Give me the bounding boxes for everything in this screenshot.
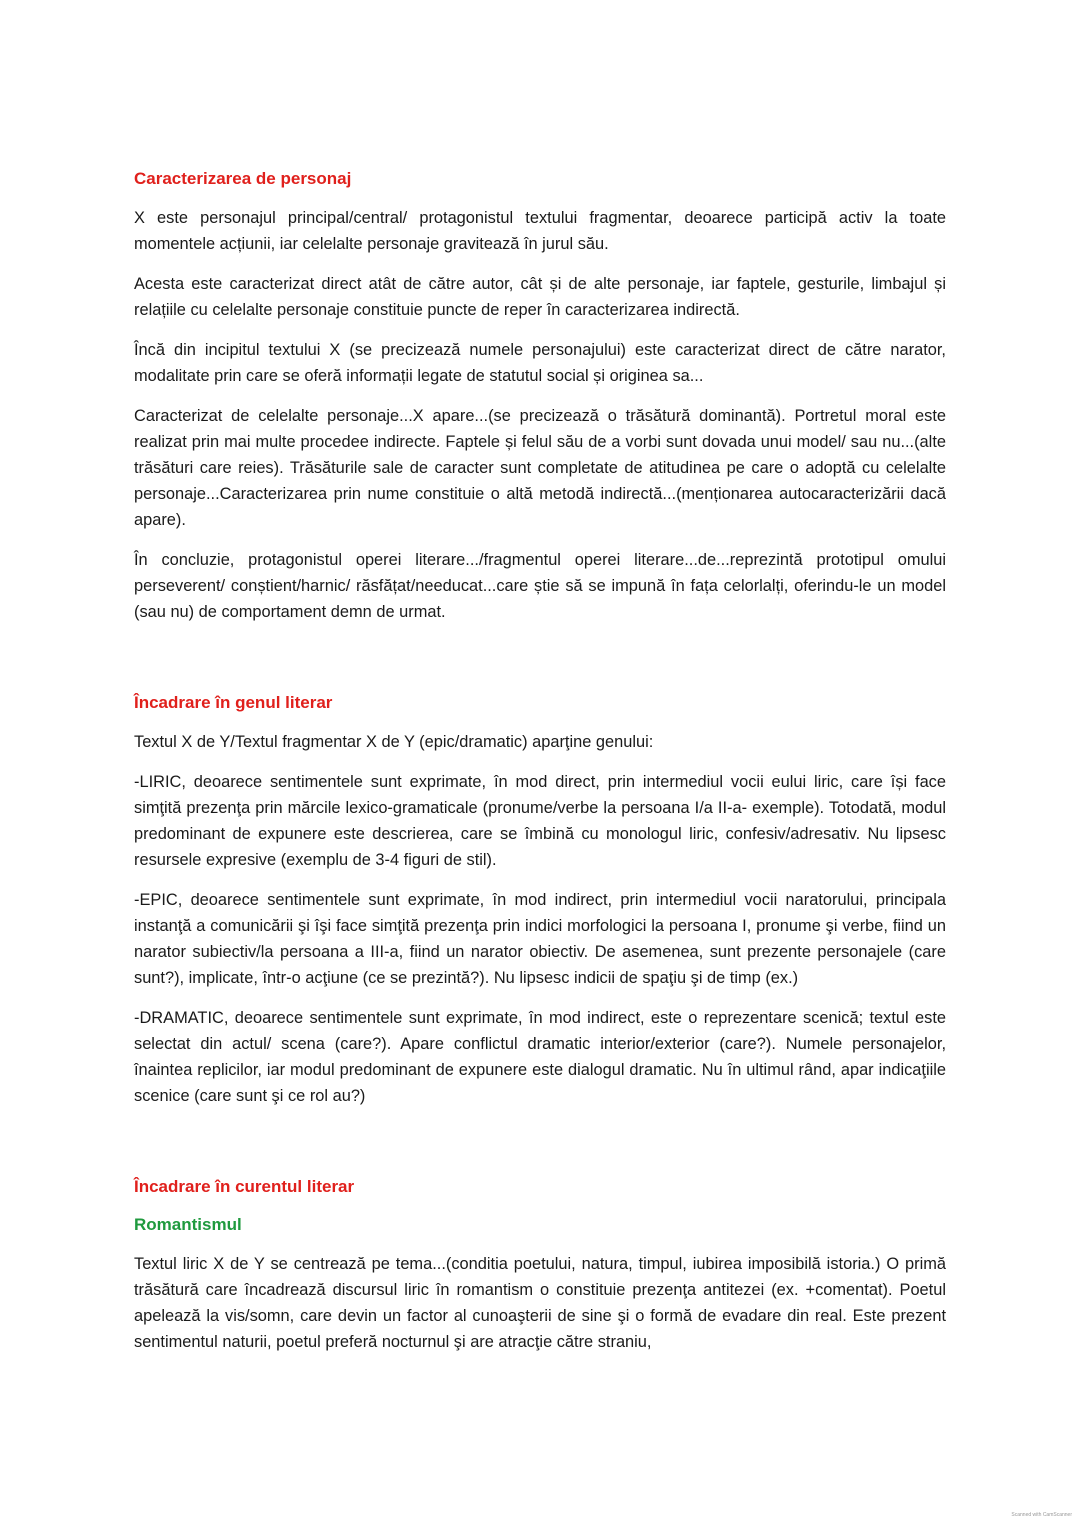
paragraph: Textul X de Y/Textul fragmentar X de Y (epic/dramatic) aparţine genului: [134, 733, 654, 751]
section-title: Încadrare în curentul literar [134, 1177, 355, 1196]
paragraph: X este personajul principal/central/ protagonistul textului fragmentar, deoarece participă activ la toate momentele acțiunii, iar celelalte personaje gravitează în jurul său. [134, 209, 946, 253]
section-caracterizare [134, 167, 946, 625]
section-title: Caracterizarea de personaj [134, 169, 352, 188]
paragraph: -EPIC, deoarece sentimentele sunt exprimate, în mod indirect, prin intermediul vocii naratorului, principala instanţă a comunicării şi îşi face simţită prezenţa prin indici morfologici la persoana I, pronume şi verbe, fiind un narator subiectiv/la persoana a III-a, fiind un narator obiectiv. De asemenea, sunt prezente personajele (care sunt?), implicate, într-o acţiune (ce se prezintă?). Nu lipsesc indicii de spaţiu şi de timp (ex.) [134, 891, 946, 987]
paragraph: În concluzie, protagonistul operei literare.../fragmentul operei literare...de...reprezintă prototipul omului perseverent/ conștient/harnic/ răsfățat/needucat...care știe să se impună în fața celorlalți, oferindu-le un model (sau nu) de comportament demn de urmat. [134, 551, 946, 621]
section-gen-literar [134, 691, 946, 1109]
section-title: Încadrare în genul literar [134, 693, 333, 712]
section-subtitle: Romantismul [134, 1215, 242, 1234]
section-spacer [134, 639, 946, 691]
scanner-watermark: Scanned with CamScanner [1011, 1512, 1072, 1518]
paragraph: -DRAMATIC, deoarece sentimentele sunt exprimate, în mod indirect, este o reprezentare scenică; textul este selectat din actul/ scena (care?). Apare conflictul dramatic interior/exterior (care?). Numele personajelor, înaintea replicilor, iar modul predominant de expunere este dialogul dramatic. Nu în ultimul rând, apar indicaţiile scenice (care sunt şi ce rol au?) [134, 1009, 946, 1105]
section-spacer [134, 1123, 946, 1175]
paragraph: Textul liric X de Y se centrează pe tema...(conditia poetului, natura, timpul, iubirea imposibilă istoria.) O primă trăsătură care încadrează discursul liric în romantism o constituie prezenţa antitezei (ex. +comentat). Poetul apelează la vis/somn, care devin un factor al cunoaşterii de sine şi o formă de evadare din real. Este prezent sentimentul naturii, poetul preferă nocturnul şi are atracţie către straniu, [134, 1255, 946, 1351]
paragraph: Caracterizat de celelalte personaje...X apare...(se precizează o trăsătură dominantă). Portretul moral este realizat prin mai multe procedee indirecte. Faptele și felul său de a vorbi sunt dovada unui model/ sau nu...(alte trăsături care reies). Trăsăturile sale de caracter sunt completate de atitudinea pe care o adoptă cu celelalte personaje...Caracterizarea prin nume constituie o altă metodă indirectă...(menționarea autocaracterizării dacă apare). [134, 407, 946, 529]
paragraph: Acesta este caracterizat direct atât de către autor, cât și de alte personaje, iar faptele, gesturile, limbajul și relațiile cu celelalte personaje constituie puncte de reper în caracterizarea indirectă. [134, 275, 946, 319]
section-curent-literar [134, 1175, 946, 1355]
paragraph: -LIRIC, deoarece sentimentele sunt exprimate, în mod direct, prin intermediul vocii eului liric, care își face simţită prezenţa prin mărcile lexico-gramaticale (pronume/verbe la persoana I/a II-a- exemple). Totodată, modul predominant de expunere este descrierea, care se îmbină cu monologul liric, confesiv/adresativ. Nu lipsesc resursele expresive (exemplu de 3-4 figuri de stil). [134, 773, 946, 869]
document-page [134, 167, 946, 1369]
paragraph: Încă din incipitul textului X (se precizează numele personajului) este caracterizat direct de către narator, modalitate prin care se oferă informații legate de statutul social și originea sa... [134, 341, 946, 385]
